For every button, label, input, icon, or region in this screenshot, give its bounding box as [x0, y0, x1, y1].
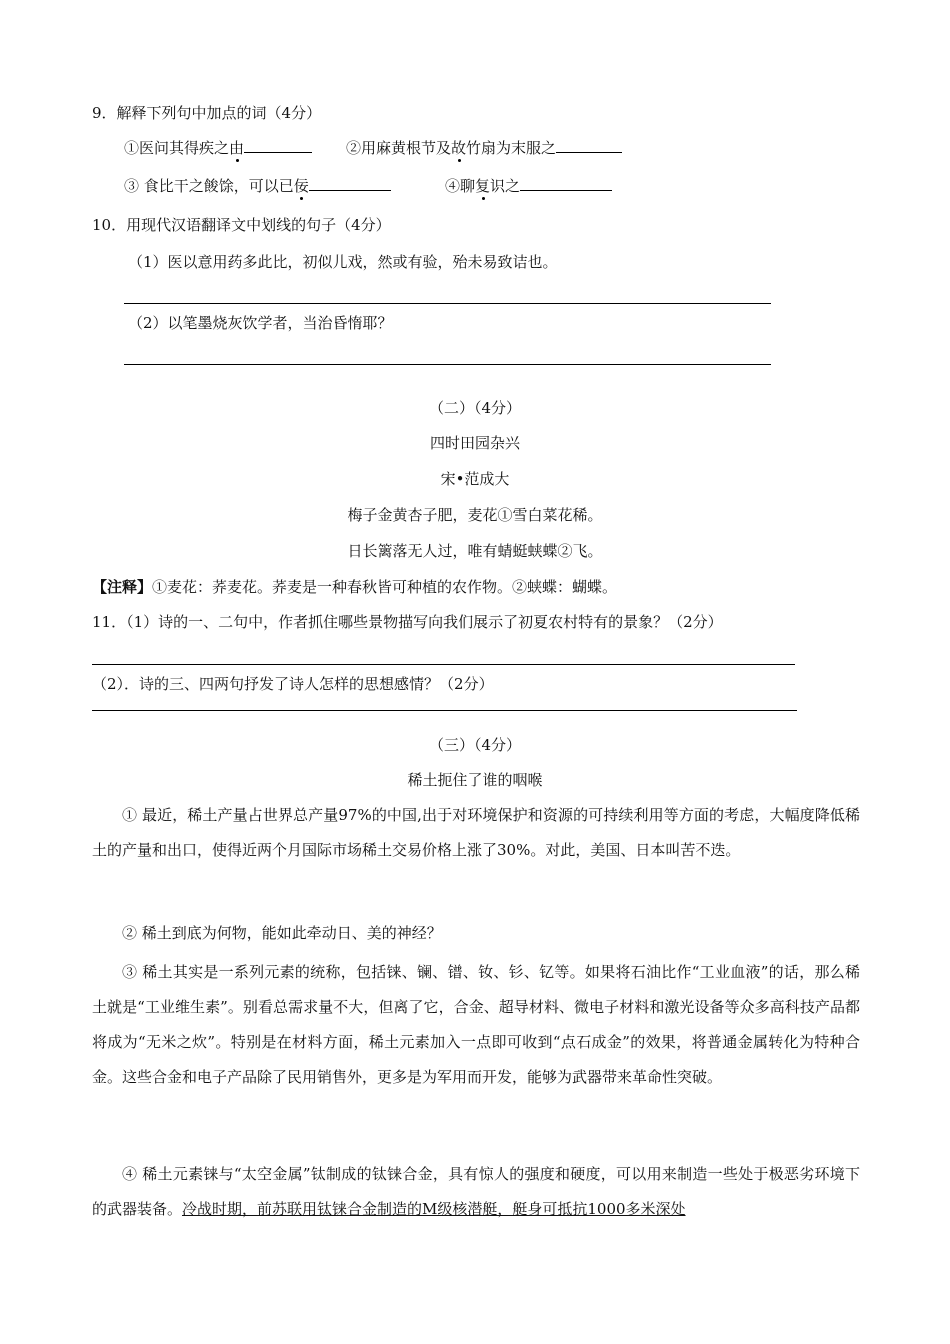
q9-title: 9．解释下列句中加点的词（4分） — [92, 104, 322, 122]
poem-note-text: ①麦花：荞麦花。荞麦是一种春秋皆可种植的农作物。②蛱蝶：蝴蝶。 — [152, 578, 618, 596]
q9-item-3-dotted-word: 佞 — [293, 177, 309, 195]
q9-item-4 — [445, 175, 612, 196]
q9-item-3-text: ③ 食比干之餕馀，可以已 — [124, 177, 294, 195]
poem-note-label: 【注释】 — [92, 578, 153, 596]
section-2-heading: （二）（4分） — [428, 399, 522, 417]
q11-part-2: （2）．诗的三、四两句抒发了诗人怎样的思想感情？（2分） — [92, 675, 494, 693]
article-paragraph-1: ① 最近，稀土产量占世界总产量97%的中国,出于对环境保护和资源的可持续利用等方面的考虑，大幅度降低稀土的产量和出口，使得近两个月国际市场稀土交易价格上涨了30%。对此，美国、日本叫苦不迭。 — [92, 806, 860, 859]
article-title: 稀土扼住了谁的咽喉 — [407, 771, 543, 789]
q9-item-2-text-post: 竹扇为末服之 — [466, 139, 557, 157]
q10-answer-line-2[interactable] — [124, 364, 771, 365]
q9-item-4-dotted-word: 复 — [475, 177, 491, 195]
article-paragraph-2: ② 稀土到底为何物，能如此牵动日、美的神经？ — [122, 924, 442, 942]
q9-item-3-answer-blank[interactable] — [309, 175, 391, 191]
q9-item-2-text: ②用麻黄根节及 — [346, 139, 452, 157]
poem-author: 宋•范成大 — [440, 470, 510, 488]
q9-item-1 — [124, 137, 312, 158]
article-paragraph-4-underlined-sentence: 冷战时期，前苏联用钛铼合金制造的M级核潜艇，艇身可抵抗1000多米深处 — [182, 1200, 686, 1218]
q10-sentence-1: （1）医以意用药多此比，初似儿戏，然或有验，殆未易致诘也。 — [128, 253, 558, 271]
q9-item-1-text: ①医问其得疾之 — [124, 139, 230, 157]
q9-item-1-answer-blank[interactable] — [244, 137, 312, 153]
q9-item-4-text: ④聊 — [445, 177, 476, 195]
q9-item-4-answer-blank[interactable] — [520, 175, 612, 191]
q11-answer-line-2[interactable] — [92, 710, 797, 711]
article-paragraph-4-text: ④ 稀土元素铼与“太空金属”钛制成的钛铼合金，具有惊人的强度和硬度，可以用来制造一些处于极恶劣环境下的武器装备。 — [92, 1165, 860, 1218]
q10-answer-line-1[interactable] — [124, 303, 771, 304]
poem-title: 四时田园杂兴 — [429, 434, 520, 452]
section-3-heading: （三）（4分） — [428, 736, 522, 754]
poem-line-1: 梅子金黄杏子肥，麦花①雪白菜花稀。 — [347, 506, 603, 524]
q11-answer-line-1[interactable] — [92, 664, 795, 665]
q9-item-1-dotted-word: 由 — [229, 139, 245, 157]
q9-item-4-text-post: 识之 — [490, 177, 521, 195]
poem-note — [92, 577, 617, 597]
article-paragraph-3: ③ 稀土其实是一系列元素的统称，包括铼、镧、镨、钕、钐、钇等。如果将石油比作“工业血液”的话，那么稀土就是“工业维生素”。别看总需求量不大，但离了它，合金、超导材料、微电子材料和激光设备等众多高科技产品都将成为“无米之炊”。特别是在材料方面，稀土元素加入一点即可收到“点石成金”的效果，将普通金属转化为特种合金。这些合金和电子产品除了民用销售外，更多是为军用而开发，能够为武器带来革命性突破。 — [92, 963, 860, 1086]
q9-item-3 — [124, 175, 391, 196]
article-paragraph-4 — [92, 1157, 860, 1227]
q9-item-2 — [346, 137, 622, 158]
q10-title: 10．用现代汉语翻译文中划线的句子（4分） — [92, 216, 391, 234]
q9-item-2-dotted-word: 故 — [451, 139, 467, 157]
q9-item-2-answer-blank[interactable] — [556, 137, 622, 153]
poem-line-2: 日长篱落无人过，唯有蜻蜓蛱蝶②飞。 — [347, 542, 603, 560]
q11-part-1: 11．（1）诗的一、二句中，作者抓住哪些景物描写向我们展示了初夏农村特有的景象？（2分） — [92, 613, 723, 631]
q10-sentence-2: （2）以笔墨烧灰饮学者，当治昏惰耶？ — [128, 314, 393, 332]
